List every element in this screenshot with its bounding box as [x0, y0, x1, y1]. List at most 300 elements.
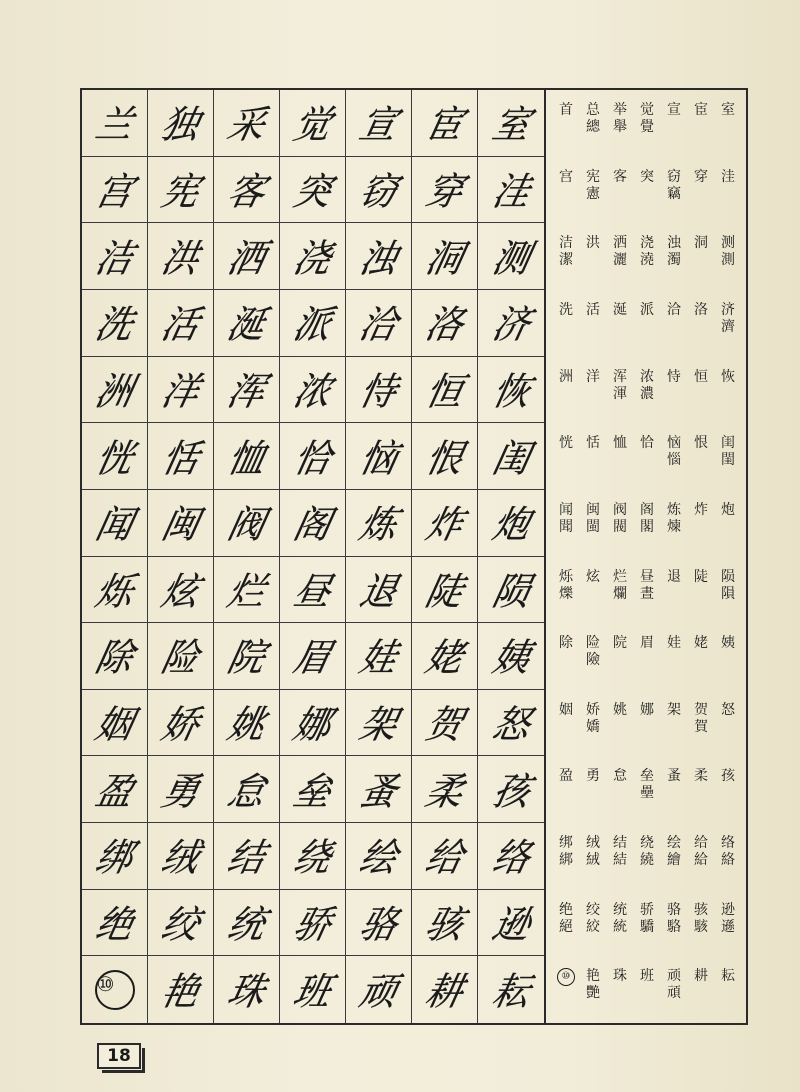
- simplified-char: 退: [667, 568, 681, 585]
- calligraphy-glyph: 统: [224, 904, 268, 948]
- traditional-char: 結: [613, 852, 627, 869]
- reference-entry: [689, 157, 713, 224]
- reference-entry: [689, 690, 713, 757]
- reference-entry: [662, 890, 686, 957]
- simplified-char: 测: [721, 235, 735, 252]
- calligraphy-glyph: 炼: [356, 504, 400, 548]
- calligraphy-glyph: 洗: [92, 304, 136, 348]
- calligraphy-glyph: 穿: [422, 171, 466, 215]
- calligraphy-glyph: 烂: [224, 570, 268, 614]
- reference-entry: [716, 90, 740, 157]
- calligraphy-glyph: 娇: [158, 704, 202, 748]
- reference-entry: [608, 357, 632, 424]
- simplified-char: 怠: [613, 768, 627, 785]
- calligraphy-cell: [478, 223, 544, 290]
- reference-entry: [716, 890, 740, 957]
- simplified-char: 炸: [694, 501, 708, 518]
- simplified-char: 眉: [640, 635, 654, 652]
- simplified-char: 绝: [559, 901, 573, 918]
- traditional-char: 遜: [721, 918, 735, 935]
- simplified-char: 闽: [586, 501, 600, 518]
- simplified-char: 陡: [694, 568, 708, 585]
- calligraphy-cell: [214, 557, 280, 624]
- simplified-char: 恃: [667, 368, 681, 385]
- reference-entry: [716, 423, 740, 490]
- reference-entry: [581, 623, 605, 690]
- simplified-char: 恒: [694, 368, 708, 385]
- simplified-char: 盈: [559, 768, 573, 785]
- reference-entry: [662, 223, 686, 290]
- reference-entry: [581, 690, 605, 757]
- calligraphy-cell: [82, 756, 148, 823]
- simplified-char: 给: [694, 835, 708, 852]
- traditional-char: 壘: [640, 785, 654, 802]
- calligraphy-cell: [280, 756, 346, 823]
- calligraphy-glyph: 觉: [290, 104, 334, 148]
- calligraphy-glyph: 洲: [92, 371, 136, 415]
- calligraphy-glyph: ⑩: [95, 970, 135, 1010]
- reference-entry: [608, 690, 632, 757]
- reference-entry: [662, 423, 686, 490]
- simplified-char: 姚: [613, 701, 627, 718]
- calligraphy-cell: [412, 823, 478, 890]
- calligraphy-cell: [82, 90, 148, 157]
- traditional-char: 艷: [586, 985, 600, 1002]
- reference-entry: [608, 956, 632, 1023]
- simplified-char: 骄: [640, 901, 654, 918]
- reference-entry: [581, 223, 605, 290]
- calligraphy-glyph: 突: [290, 171, 334, 215]
- calligraphy-cell: [214, 623, 280, 690]
- calligraphy-glyph: 宪: [158, 171, 202, 215]
- traditional-char: 絨: [586, 852, 600, 869]
- calligraphy-cell: [148, 223, 214, 290]
- simplified-char: 炼: [667, 501, 681, 518]
- reference-entry: [554, 956, 578, 1023]
- reference-entry: [662, 290, 686, 357]
- traditional-char: 驕: [640, 918, 654, 935]
- calligraphy-glyph: 绘: [356, 837, 400, 881]
- reference-entry: [635, 90, 659, 157]
- calligraphy-cell: [478, 90, 544, 157]
- calligraphy-cell: [214, 90, 280, 157]
- reference-entry: [608, 423, 632, 490]
- calligraphy-cell: [214, 157, 280, 224]
- simplified-char: 宦: [694, 102, 708, 118]
- calligraphy-cell: [346, 90, 412, 157]
- calligraphy-glyph: 垒: [290, 770, 334, 814]
- calligraphy-cell: [280, 157, 346, 224]
- reference-entry: [581, 423, 605, 490]
- calligraphy-glyph: 活: [158, 304, 202, 348]
- reference-entry: [689, 890, 713, 957]
- traditional-char: 測: [721, 252, 735, 269]
- simplified-char: 首: [559, 102, 573, 118]
- calligraphy-cell: [478, 690, 544, 757]
- reference-entry: [662, 823, 686, 890]
- calligraphy-glyph: 娜: [290, 704, 334, 748]
- calligraphy-glyph: 浑: [224, 371, 268, 415]
- traditional-char: 總: [586, 119, 600, 135]
- simplified-char: 统: [613, 901, 627, 918]
- calligraphy-glyph: 闺: [488, 437, 532, 481]
- calligraphy-cell: [346, 490, 412, 557]
- simplified-char: 洼: [721, 168, 735, 185]
- reference-entry: [608, 557, 632, 624]
- simplified-char: 院: [613, 635, 627, 652]
- reference-entry: [716, 357, 740, 424]
- traditional-char: 駱: [667, 918, 681, 935]
- calligraphy-cell: [346, 823, 412, 890]
- page-number: 18: [97, 1043, 141, 1069]
- reference-row: [546, 690, 746, 757]
- calligraphy-glyph: 耘: [488, 971, 532, 1015]
- simplified-char: 架: [667, 701, 681, 718]
- reference-row: [546, 823, 746, 890]
- calligraphy-cell: [412, 290, 478, 357]
- calligraphy-cell: [214, 423, 280, 490]
- simplified-char: 姻: [559, 701, 573, 718]
- calligraphy-cell: [148, 290, 214, 357]
- reference-entry: [716, 223, 740, 290]
- reference-entry: [554, 823, 578, 890]
- reference-entry: [716, 823, 740, 890]
- calligraphy-glyph: 闻: [92, 504, 136, 548]
- reference-entry: [635, 490, 659, 557]
- reference-entry: [689, 423, 713, 490]
- reference-entry: [716, 623, 740, 690]
- calligraphy-cell: [82, 623, 148, 690]
- calligraphy-glyph: 绝: [92, 904, 136, 948]
- simplified-char: 勇: [586, 768, 600, 785]
- calligraphy-cell: [280, 623, 346, 690]
- calligraphy-cell: [148, 756, 214, 823]
- calligraphy-cell: [346, 890, 412, 957]
- reference-row: [546, 423, 746, 490]
- calligraphy-glyph: 陡: [422, 570, 466, 614]
- traditional-char: 竊: [667, 185, 681, 202]
- reference-entry: [662, 157, 686, 224]
- calligraphy-cell: [412, 357, 478, 424]
- calligraphy-glyph: 涎: [224, 304, 268, 348]
- reference-entry: [662, 490, 686, 557]
- simplified-char: 洞: [694, 235, 708, 252]
- reference-entry: [608, 890, 632, 957]
- reference-entry: [581, 157, 605, 224]
- simplified-char: 举: [613, 102, 627, 118]
- reference-entry: [608, 157, 632, 224]
- simplified-char: ⑩: [557, 968, 575, 986]
- traditional-char: 駭: [694, 918, 708, 935]
- calligraphy-glyph: 络: [488, 837, 532, 881]
- traditional-char: 渾: [613, 385, 627, 402]
- simplified-char: 耕: [694, 968, 708, 985]
- traditional-char: 繪: [667, 852, 681, 869]
- calligraphy-cell: [82, 290, 148, 357]
- calligraphy-cell: [478, 423, 544, 490]
- calligraphy-glyph: 洁: [92, 237, 136, 281]
- simplified-char: 宫: [559, 168, 573, 185]
- calligraphy-glyph: 宫: [92, 171, 136, 215]
- calligraphy-glyph: 姨: [488, 637, 532, 681]
- calligraphy-cell: [148, 890, 214, 957]
- calligraphy-glyph: 洽: [356, 304, 400, 348]
- reference-row: [546, 223, 746, 290]
- reference-entry: [716, 490, 740, 557]
- reference-entry: [635, 423, 659, 490]
- calligraphy-cell: [280, 223, 346, 290]
- calligraphy-cell: [148, 157, 214, 224]
- simplified-char: 客: [613, 168, 627, 185]
- reference-entry: [554, 690, 578, 757]
- simplified-char: 除: [559, 635, 573, 652]
- calligraphy-glyph: 孩: [488, 770, 532, 814]
- simplified-char: 闺: [721, 435, 735, 452]
- simplified-char: 洲: [559, 368, 573, 385]
- simplified-char: 昼: [640, 568, 654, 585]
- reference-entry: [608, 223, 632, 290]
- simplified-char: 恰: [640, 435, 654, 452]
- simplified-char: 络: [721, 835, 735, 852]
- traditional-char: 濃: [640, 385, 654, 402]
- calligraphy-cell: [82, 423, 148, 490]
- calligraphy-cell: [478, 823, 544, 890]
- calligraphy-cell: [148, 823, 214, 890]
- reference-entry: [689, 956, 713, 1023]
- calligraphy-glyph: 室: [488, 104, 532, 148]
- calligraphy-cell: [280, 357, 346, 424]
- reference-entry: [662, 956, 686, 1023]
- reference-row: [546, 557, 746, 624]
- calligraphy-glyph: 炮: [488, 504, 532, 548]
- traditional-char: 險: [586, 652, 600, 669]
- reference-entry: [608, 823, 632, 890]
- calligraphy-cell: [346, 956, 412, 1023]
- reference-entry: [716, 157, 740, 224]
- calligraphy-glyph: 骄: [290, 904, 334, 948]
- reference-row: [546, 90, 746, 157]
- calligraphy-glyph: 客: [224, 171, 268, 215]
- reference-entry: [689, 290, 713, 357]
- calligraphy-glyph: 眉: [290, 637, 334, 681]
- simplified-char: 绑: [559, 835, 573, 852]
- reference-entry: [581, 357, 605, 424]
- calligraphy-glyph: 除: [92, 637, 136, 681]
- reference-entry: [716, 690, 740, 757]
- simplified-char: 炮: [721, 501, 735, 518]
- traditional-char: 綁: [559, 852, 573, 869]
- simplified-char: 洪: [586, 235, 600, 252]
- calligraphy-cell: [280, 423, 346, 490]
- reference-entry: [635, 690, 659, 757]
- calligraphy-cell: [148, 490, 214, 557]
- simplified-char: 结: [613, 835, 627, 852]
- reference-entry: [581, 890, 605, 957]
- calligraphy-cell: [148, 423, 214, 490]
- simplified-char: 洽: [667, 301, 681, 318]
- simplified-char: 娃: [667, 635, 681, 652]
- calligraphy-grid: [82, 90, 546, 1023]
- reference-entry: [689, 357, 713, 424]
- simplified-char: 柔: [694, 768, 708, 785]
- calligraphy-cell: [478, 756, 544, 823]
- calligraphy-cell: [412, 557, 478, 624]
- calligraphy-glyph: 派: [290, 304, 334, 348]
- simplified-char: 恍: [559, 435, 573, 452]
- calligraphy-cell: [478, 890, 544, 957]
- calligraphy-cell: [412, 90, 478, 157]
- calligraphy-glyph: 洋: [158, 371, 202, 415]
- reference-entry: [635, 290, 659, 357]
- reference-entry: [635, 823, 659, 890]
- calligraphy-cell: [412, 490, 478, 557]
- calligraphy-cell: [280, 823, 346, 890]
- simplified-char: 浊: [667, 235, 681, 252]
- traditional-char: 閨: [721, 452, 735, 469]
- simplified-char: 姥: [694, 635, 708, 652]
- calligraphy-glyph: 险: [158, 637, 202, 681]
- calligraphy-glyph: 蚤: [356, 770, 400, 814]
- simplified-char: 总: [586, 102, 600, 118]
- calligraphy-glyph: 怠: [224, 770, 268, 814]
- calligraphy-glyph: 骇: [422, 904, 466, 948]
- calligraphy-glyph: 洛: [422, 304, 466, 348]
- calligraphy-glyph: 窃: [356, 171, 400, 215]
- simplified-char: 绒: [586, 835, 600, 852]
- reference-entry: [608, 756, 632, 823]
- traditional-char: 隕: [721, 585, 735, 602]
- calligraphy-glyph: 浓: [290, 371, 334, 415]
- calligraphy-glyph: 珠: [224, 971, 268, 1015]
- calligraphy-cell: [214, 490, 280, 557]
- calligraphy-cell: [82, 956, 148, 1023]
- reference-entry: [635, 623, 659, 690]
- calligraphy-cell: [412, 223, 478, 290]
- simplified-char: 蚤: [667, 768, 681, 785]
- calligraphy-glyph: 架: [356, 704, 400, 748]
- calligraphy-cell: [280, 890, 346, 957]
- simplified-char: 贺: [694, 701, 708, 718]
- calligraphy-cell: [82, 890, 148, 957]
- calligraphy-cell: [214, 956, 280, 1023]
- reference-entry: [554, 90, 578, 157]
- traditional-char: 灑: [613, 252, 627, 269]
- traditional-char: 惱: [667, 452, 681, 469]
- calligraphy-glyph: 绕: [290, 837, 334, 881]
- simplified-char: 恢: [721, 368, 735, 385]
- calligraphy-glyph: 娃: [356, 637, 400, 681]
- calligraphy-cell: [148, 690, 214, 757]
- calligraphy-glyph: 测: [488, 237, 532, 281]
- reference-entry: [716, 290, 740, 357]
- calligraphy-cell: [412, 690, 478, 757]
- calligraphy-cell: [148, 956, 214, 1023]
- calligraphy-cell: [412, 623, 478, 690]
- traditional-char: 賀: [694, 718, 708, 735]
- simplified-char: 绞: [586, 901, 600, 918]
- reference-row: [546, 357, 746, 424]
- simplified-char: 洗: [559, 301, 573, 318]
- calligraphy-cell: [346, 423, 412, 490]
- simplified-char: 娇: [586, 701, 600, 718]
- calligraphy-cell: [148, 90, 214, 157]
- reference-entry: [689, 756, 713, 823]
- calligraphy-cell: [148, 557, 214, 624]
- traditional-char: 潔: [559, 252, 573, 269]
- calligraphy-glyph: 怒: [488, 704, 532, 748]
- simplified-char: 洁: [559, 235, 573, 252]
- calligraphy-cell: [280, 290, 346, 357]
- traditional-char: 閥: [613, 518, 627, 535]
- calligraphy-glyph: 班: [290, 971, 334, 1015]
- calligraphy-glyph: 洞: [422, 237, 466, 281]
- traditional-char: 晝: [640, 585, 654, 602]
- calligraphy-cell: [148, 623, 214, 690]
- simplified-char: 垒: [640, 768, 654, 785]
- reference-entry: [608, 623, 632, 690]
- calligraphy-cell: [214, 756, 280, 823]
- reference-entry: [554, 423, 578, 490]
- calligraphy-cell: [412, 423, 478, 490]
- reference-entry: [635, 357, 659, 424]
- calligraphy-cell: [214, 890, 280, 957]
- traditional-char: 濁: [667, 252, 681, 269]
- calligraphy-glyph: 绞: [158, 904, 202, 948]
- simplified-char: 顽: [667, 968, 681, 985]
- reference-entry: [662, 623, 686, 690]
- traditional-char: 聞: [559, 518, 573, 535]
- calligraphy-glyph: 恰: [290, 437, 334, 481]
- calligraphy-glyph: 恼: [356, 437, 400, 481]
- reference-entry: [635, 157, 659, 224]
- reference-row: [546, 956, 746, 1023]
- simplified-char: 逊: [721, 901, 735, 918]
- calligraphy-cell: [412, 890, 478, 957]
- simplified-char: 炫: [586, 568, 600, 585]
- calligraphy-cell: [214, 290, 280, 357]
- calligraphy-glyph: 浊: [356, 237, 400, 281]
- calligraphy-cell: [82, 490, 148, 557]
- calligraphy-glyph: 宣: [356, 104, 400, 148]
- calligraphy-cell: [82, 690, 148, 757]
- traditional-char: 嬌: [586, 718, 600, 735]
- calligraphy-glyph: 盈: [92, 770, 136, 814]
- reference-entry: [608, 290, 632, 357]
- calligraphy-glyph: 逊: [488, 904, 532, 948]
- calligraphy-glyph: 烁: [92, 570, 136, 614]
- reference-row: [546, 157, 746, 224]
- calligraphy-cell: [412, 756, 478, 823]
- reference-entry: [662, 557, 686, 624]
- simplified-char: 烁: [559, 568, 573, 585]
- simplified-char: 恬: [586, 435, 600, 452]
- calligraphy-glyph: 闽: [158, 504, 202, 548]
- traditional-char: 閣: [640, 518, 654, 535]
- calligraphy-glyph: 阀: [224, 504, 268, 548]
- calligraphy-cell: [346, 690, 412, 757]
- simplified-char: 浑: [613, 368, 627, 385]
- practice-frame: [80, 88, 748, 1025]
- reference-entry: [581, 756, 605, 823]
- calligraphy-cell: [346, 223, 412, 290]
- simplified-char: 娜: [640, 701, 654, 718]
- simplified-char: 宣: [667, 102, 681, 118]
- simplified-char: 耘: [721, 968, 735, 985]
- reference-entry: [689, 623, 713, 690]
- reference-entry: [554, 157, 578, 224]
- traditional-char: 絞: [586, 918, 600, 935]
- calligraphy-cell: [478, 357, 544, 424]
